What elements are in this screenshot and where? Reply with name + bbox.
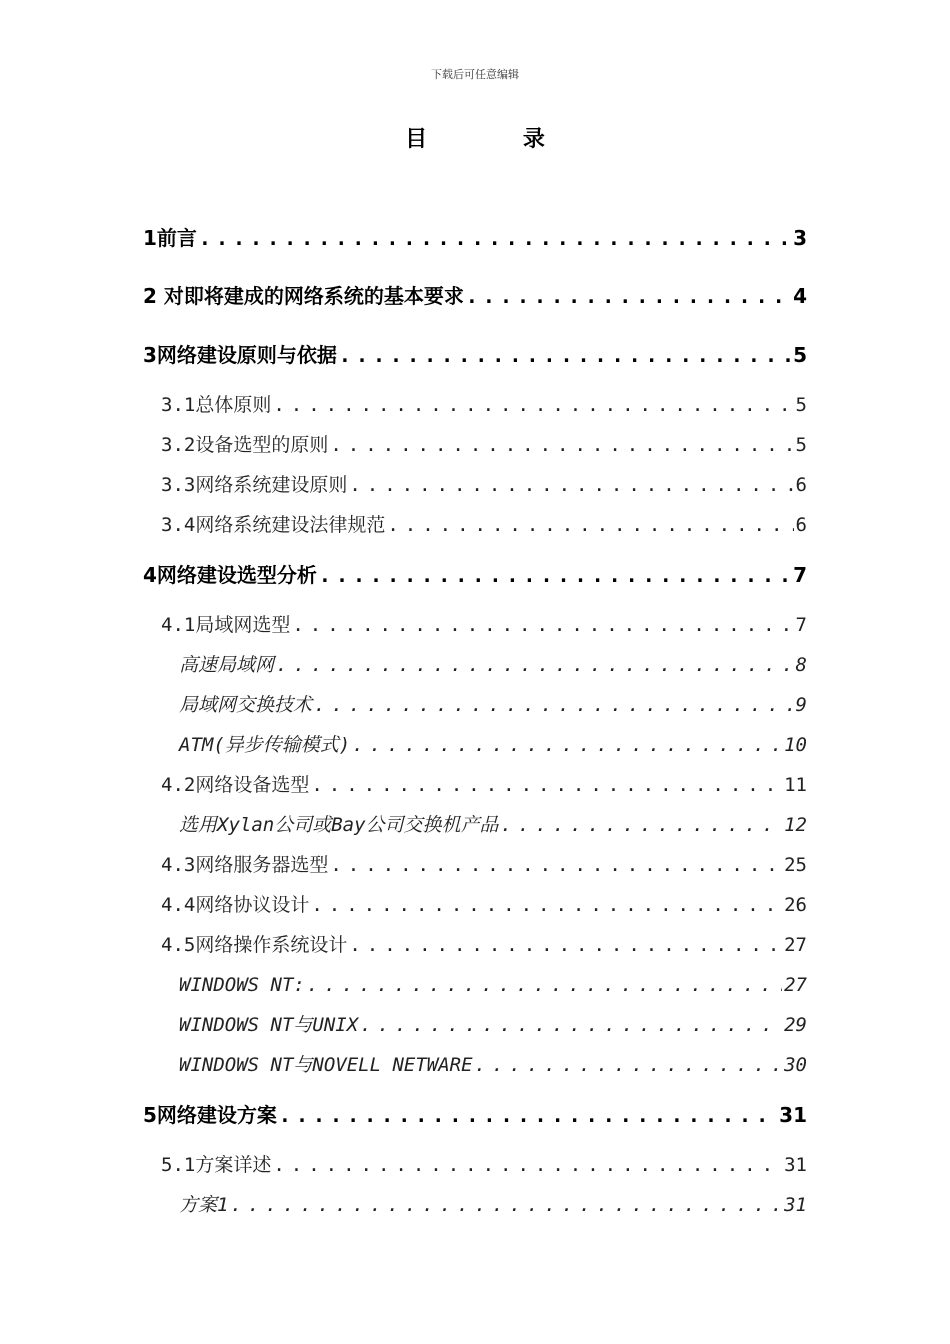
toc-entry-label: 4.5网络操作系统设计 xyxy=(161,934,348,956)
toc-entry-label: 4.4网络协议设计 xyxy=(161,894,310,916)
toc-entry[interactable] xyxy=(179,1190,807,1220)
toc-entry-label: 2 对即将建成的网络系统的基本要求 xyxy=(143,284,464,308)
toc-entry[interactable] xyxy=(161,850,807,880)
toc-dot-leader xyxy=(352,730,782,760)
toc-dot-leader xyxy=(349,470,793,500)
toc-dot-leader xyxy=(475,1050,783,1080)
toc-entry-page-number: 7 xyxy=(793,563,807,587)
toc-entry[interactable] xyxy=(161,930,807,960)
toc-dot-leader xyxy=(273,1150,782,1180)
toc-dot-leader xyxy=(360,1010,782,1040)
toc-entry-page-number: 31 xyxy=(779,1103,807,1127)
toc-entry-page-number: 27 xyxy=(784,974,807,996)
toc-entry-label: 3.2设备选型的原则 xyxy=(161,434,329,456)
toc-entry[interactable] xyxy=(179,1010,807,1040)
toc-entry-page-number: 29 xyxy=(784,1014,807,1036)
toc-entry-page-number: 7 xyxy=(795,614,807,636)
toc-entry-page-number: 6 xyxy=(795,474,807,496)
toc-dot-leader xyxy=(273,390,793,420)
toc-dot-leader xyxy=(349,930,782,960)
toc-entry-page-number: 12 xyxy=(784,814,807,836)
toc-dot-leader xyxy=(199,223,791,253)
toc-dot-leader xyxy=(319,560,791,590)
toc-entry[interactable] xyxy=(161,1150,807,1180)
toc-entry-label: WINDOWS NT与NOVELL NETWARE xyxy=(179,1054,473,1076)
toc-entry[interactable] xyxy=(179,730,807,760)
toc-entry-label: ATM(异步传输模式) xyxy=(179,734,351,756)
toc-entry-page-number: 3 xyxy=(793,226,807,250)
toc-entry-page-number: 5 xyxy=(795,434,807,456)
toc-entry[interactable] xyxy=(161,470,807,500)
toc-entry-label: 选用Xylan公司或Bay公司交换机产品 xyxy=(179,814,499,836)
toc-entry[interactable] xyxy=(161,610,807,640)
toc-entry[interactable] xyxy=(161,510,807,540)
toc-entry[interactable] xyxy=(179,650,807,680)
toc-entry-label: 局域网交换技术 xyxy=(179,694,313,716)
toc-dot-leader xyxy=(276,650,794,680)
toc-entry[interactable] xyxy=(161,890,807,920)
toc-dot-leader xyxy=(311,890,782,920)
toc-dot-leader xyxy=(311,770,782,800)
toc-entry-page-number: 26 xyxy=(784,894,807,916)
toc-entry-page-number: 31 xyxy=(784,1154,807,1176)
toc-entry-label: 3.4网络系统建设法律规范 xyxy=(161,514,386,536)
toc-entry-label: WINDOWS NT与UNIX xyxy=(179,1014,359,1036)
toc-dot-leader xyxy=(466,281,791,311)
toc-dot-leader xyxy=(279,1100,777,1130)
toc-entry-page-number: 11 xyxy=(784,774,807,796)
toc-entry-label: 高速局域网 xyxy=(179,654,275,676)
toc-entry-label: 3.3网络系统建设原则 xyxy=(161,474,348,496)
page-header-note: 下载后可任意编辑 xyxy=(431,68,519,81)
toc-entry-page-number: 27 xyxy=(784,934,807,956)
toc-entry[interactable] xyxy=(179,970,807,1000)
toc-dot-leader xyxy=(314,690,794,720)
toc-entry[interactable] xyxy=(143,560,807,590)
toc-entry-page-number: 9 xyxy=(795,694,807,716)
toc-entry-page-number: 4 xyxy=(793,284,807,308)
toc-entry[interactable] xyxy=(143,223,807,253)
toc-entry-label: 3网络建设原则与依据 xyxy=(143,343,337,367)
toc-dot-leader xyxy=(307,970,782,1000)
toc-entry-label: 5.1方案详述 xyxy=(161,1154,272,1176)
toc-dot-leader xyxy=(330,430,793,460)
toc-entry-label: WINDOWS NT: xyxy=(179,974,305,996)
toc-entry[interactable] xyxy=(143,1100,807,1130)
toc-entry[interactable] xyxy=(161,390,807,420)
toc-entry-label: 1前言 xyxy=(143,226,197,250)
toc-entry-page-number: 5 xyxy=(795,394,807,416)
toc-dot-leader xyxy=(501,810,783,840)
toc-entry-label: 4.2网络设备选型 xyxy=(161,774,310,796)
toc-entry[interactable] xyxy=(179,1050,807,1080)
toc-entry-page-number: 31 xyxy=(784,1194,807,1216)
toc-dot-leader xyxy=(230,1190,782,1220)
toc-dot-leader xyxy=(330,850,782,880)
toc-entry[interactable] xyxy=(143,281,807,311)
toc-entry-page-number: 25 xyxy=(784,854,807,876)
toc-entry-page-number: 5 xyxy=(793,343,807,367)
toc-dot-leader xyxy=(339,340,791,370)
toc-entry[interactable] xyxy=(161,430,807,460)
toc-dot-leader xyxy=(387,510,793,540)
toc-dot-leader xyxy=(292,610,793,640)
toc-entry-label: 4.1局域网选型 xyxy=(161,614,291,636)
toc-entry-label: 5网络建设方案 xyxy=(143,1103,277,1127)
toc-entry[interactable] xyxy=(179,810,807,840)
toc-entry-page-number: 30 xyxy=(784,1054,807,1076)
toc-entry-label: 4.3网络服务器选型 xyxy=(161,854,329,876)
document-title: 目 录 xyxy=(405,127,589,152)
toc-entry-page-number: 10 xyxy=(784,734,807,756)
toc-entry-page-number: 6 xyxy=(795,514,807,536)
toc-entry-label: 4网络建设选型分析 xyxy=(143,563,317,587)
toc-entry[interactable] xyxy=(179,690,807,720)
toc-entry[interactable] xyxy=(143,340,807,370)
toc-entry-label: 方案1 xyxy=(179,1194,229,1216)
toc-entry-label: 3.1总体原则 xyxy=(161,394,272,416)
toc-entry[interactable] xyxy=(161,770,807,800)
toc-entry-page-number: 8 xyxy=(795,654,807,676)
